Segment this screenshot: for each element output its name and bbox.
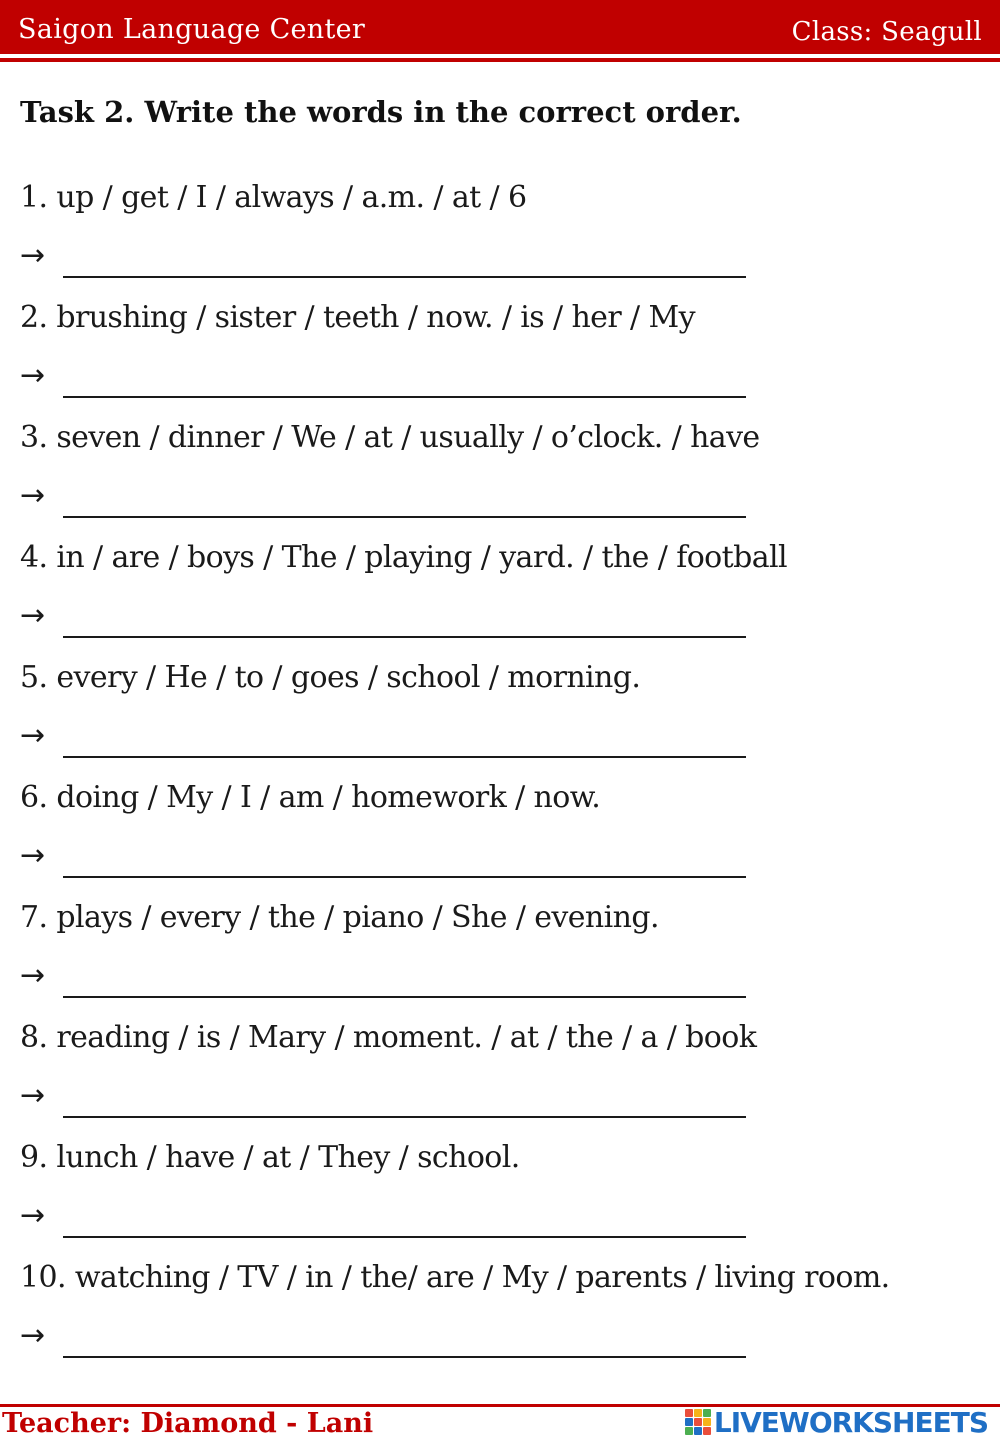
arrow-icon: → bbox=[20, 1078, 46, 1113]
exercise-item bbox=[20, 1140, 980, 1260]
exercise-prompt: 8. reading / is / Mary / moment. / at / the / a / book bbox=[20, 1020, 757, 1055]
exercise-item bbox=[20, 1260, 980, 1380]
arrow-icon: → bbox=[20, 358, 46, 393]
arrow-icon: → bbox=[20, 598, 46, 633]
liveworksheets-logo-icon bbox=[685, 1409, 711, 1435]
exercise-item bbox=[20, 420, 980, 540]
class-name: Class: Seagull bbox=[791, 17, 982, 47]
answer-input[interactable] bbox=[63, 244, 746, 278]
answer-input[interactable] bbox=[63, 484, 746, 518]
arrow-icon: → bbox=[20, 1198, 46, 1233]
teacher-name: Teacher: Diamond - Lani bbox=[2, 1408, 374, 1439]
exercise-item bbox=[20, 1020, 980, 1140]
answer-input[interactable] bbox=[63, 964, 746, 998]
exercise-item bbox=[20, 300, 980, 420]
answer-input[interactable] bbox=[63, 1204, 746, 1238]
exercise-item bbox=[20, 660, 980, 780]
header-divider bbox=[0, 58, 1000, 62]
arrow-icon: → bbox=[20, 718, 46, 753]
arrow-icon: → bbox=[20, 238, 46, 273]
task-title: Task 2. Write the words in the correct order. bbox=[20, 95, 742, 129]
answer-input[interactable] bbox=[63, 1084, 746, 1118]
exercise-prompt: 5. every / He / to / goes / school / morning. bbox=[20, 660, 641, 695]
exercise-prompt: 3. seven / dinner / We / at / usually / o’clock. / have bbox=[20, 420, 760, 455]
exercise-prompt: 7. plays / every / the / piano / She / evening. bbox=[20, 900, 659, 935]
school-name: Saigon Language Center bbox=[18, 14, 366, 45]
exercise-prompt: 2. brushing / sister / teeth / now. / is / her / My bbox=[20, 300, 695, 335]
answer-input[interactable] bbox=[63, 1324, 746, 1358]
exercise-item bbox=[20, 540, 980, 660]
exercise-prompt: 10. watching / TV / in / the/ are / My / parents / living room. bbox=[20, 1260, 890, 1295]
exercise-item bbox=[20, 180, 980, 300]
brand-text: LIVEWORKSHEETS bbox=[713, 1405, 988, 1439]
exercise-prompt: 9. lunch / have / at / They / school. bbox=[20, 1140, 520, 1175]
answer-input[interactable] bbox=[63, 724, 746, 758]
exercise-prompt: 6. doing / My / I / am / homework / now. bbox=[20, 780, 601, 815]
answer-input[interactable] bbox=[63, 604, 746, 638]
answer-input[interactable] bbox=[63, 364, 746, 398]
exercise-prompt: 4. in / are / boys / The / playing / yard. / the / football bbox=[20, 540, 787, 575]
exercise-item bbox=[20, 780, 980, 900]
brand-logo bbox=[685, 1406, 988, 1438]
arrow-icon: → bbox=[20, 838, 46, 873]
exercise-prompt: 1. up / get / I / always / a.m. / at / 6 bbox=[20, 180, 527, 215]
arrow-icon: → bbox=[20, 958, 46, 993]
answer-input[interactable] bbox=[63, 844, 746, 878]
arrow-icon: → bbox=[20, 478, 46, 513]
exercise-item bbox=[20, 900, 980, 1020]
arrow-icon: → bbox=[20, 1318, 46, 1353]
